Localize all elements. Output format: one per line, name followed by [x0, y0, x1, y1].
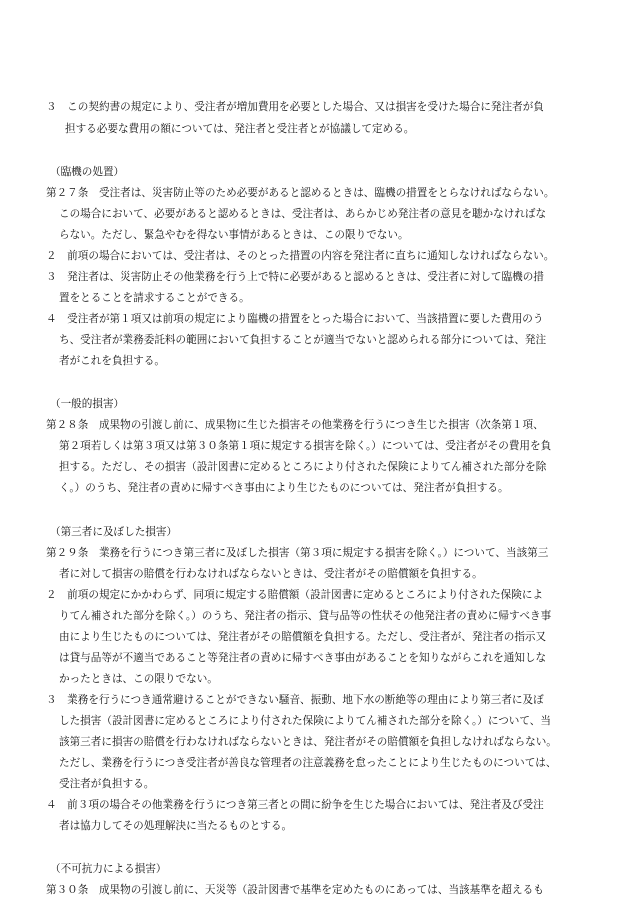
article-29-para-2-line-3: 由により生じたものについては、発注者がその賠償額を負担する。ただし、受注者が、発注者の指示又: [59, 631, 547, 643]
article-29-para-3-line-5: 受注者が負担する。: [59, 778, 155, 790]
article-27-line-1: 第２７条 受注者は、災害防止等のため必要があると認めるときは、臨機の措置をとらなければならない。: [46, 187, 555, 199]
article-30-line-1: 第３０条 成果物の引渡し前に、天災等（設計図書で基準を定めたものにあっては、当該基準を超えるも: [46, 884, 544, 896]
article-29-para-2-line-4: は貸与品等が不適当であること等発注者の責めに帰すべき事由があることを知りながらこれを通知しな: [59, 652, 547, 664]
article-27-para-4-line-1: ４ 受注者が第１項又は前項の規定により臨機の措置をとった場合において、当該措置に要した費用のう: [46, 313, 544, 325]
article-29-para-3-line-4: ただし、業務を行うにつき受注者が善良な管理者の注意義務を怠ったことにより生じたものについては、: [59, 757, 557, 769]
article-27-para-4-line-3: 者がこれを負担する。: [59, 355, 165, 367]
heading-general-damage: （一般的損害）: [50, 398, 125, 410]
article-28-line-4: く。）のうち、発注者の責めに帰すべき事由により生じたものについては、発注者が負担する。: [59, 482, 509, 494]
article-27-para-2: ２ 前項の場合においては、受注者は、そのとった措置の内容を発注者に直ちに通知しなければならない。: [46, 250, 555, 262]
article-29-para-4-line-1: ４ 前３項の場合その他業務を行うにつき第三者との間に紛争を生じた場合においては、発注者及び受注: [46, 799, 544, 811]
article-29-para-3-line-3: 該第三者に損害の賠償を行わなければならないときは、発注者がその賠償額を負担しなければならない。: [59, 736, 557, 748]
article-29-para-2-line-1: ２ 前項の規定にかかわらず、同項に規定する賠償額（設計図書に定めるところにより付された保険によ: [46, 589, 544, 601]
heading-emergency-measures: （臨機の処置）: [50, 166, 125, 178]
heading-force-majeure-damage: （不可抗力による損害）: [50, 863, 167, 875]
paragraph-3-line-1: ３ この契約書の規定により、受注者が増加費用を必要とした場合、又は損害を受けた場合に発注者が負: [46, 101, 544, 113]
article-29-para-4-line-2: 者は協力してその処理解決に当たるものとする。: [59, 820, 293, 832]
article-27-line-2: この場合において、必要があると認めるときは、受注者は、あらかじめ発注者の意見を聴かなければな: [59, 208, 547, 220]
article-27-line-3: らない。ただし、緊急やむを得ない事情があるときは、この限りでない。: [59, 229, 409, 241]
article-28-line-3: 担する。ただし、その損害（設計図書に定めるところにより付された保険によりてん補された部分を除: [59, 461, 547, 473]
article-29-line-1: 第２９条 業務を行うにつき第三者に及ぼした損害（第３項に規定する損害を除く。）について、当該第三: [46, 547, 549, 559]
heading-third-party-damage: （第三者に及ぼした損害）: [50, 526, 178, 538]
article-29-para-3-line-2: した損害（設計図書に定めるところにより付された保険によりてん補された部分を除く。）について、当: [59, 715, 551, 727]
article-29-line-2: 者に対して損害の賠償を行わなければならないときは、受注者がその賠償額を負担する。: [59, 568, 483, 580]
paragraph-3-line-2: 担する必要な費用の額については、発注者と受注者とが協議して定める。: [65, 123, 415, 135]
article-27-para-4-line-2: ち、受注者が業務委託料の範囲において負担することが適当でないと認められる部分については、発注: [59, 334, 547, 346]
article-29-para-2-line-2: りてん補された部分を除く。）のうち、発注者の指示、貸与品等の性状その他発注者の責めに帰すべき事: [59, 610, 552, 622]
article-27-para-3-line-2: 置をとることを請求することができる。: [59, 292, 250, 304]
article-29-para-3-line-1: ３ 業務を行うにつき通常避けることができない騒音、振動、地下水の断絶等の理由により第三者に及ぼ: [46, 694, 544, 706]
article-29-para-2-line-5: かったときは、この限りでない。: [59, 673, 218, 685]
article-27-para-3-line-1: ３ 発注者は、災害防止その他業務を行う上で特に必要があると認めるときは、受注者に対して臨機の措: [46, 271, 544, 283]
article-28-line-1: 第２８条 成果物の引渡し前に、成果物に生じた損害その他業務を行うにつき生じた損害（次条第１項、: [46, 419, 544, 431]
article-28-line-2: 第２項若しくは第３項又は第３０条第１項に規定する損害を除く。）については、受注者がその費用を負: [59, 440, 552, 452]
